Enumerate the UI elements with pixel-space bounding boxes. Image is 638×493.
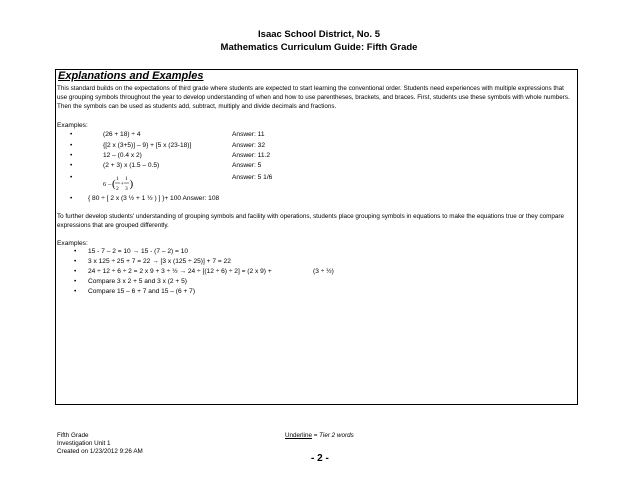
bullet: • — [70, 131, 73, 138]
legend-equals: = — [311, 432, 320, 439]
example-item: Compare 15 – 6 + 7 and 15 – (6 + 7) — [88, 288, 196, 295]
bullet: • — [70, 162, 73, 169]
example-expression: 12 – (0.4 x 2) — [103, 152, 142, 159]
bullet: • — [74, 248, 77, 255]
section-title: Explanations and Examples — [58, 70, 204, 82]
example-expression: {[2 x (3+5)] – 9} + [5 x (23-18)] — [103, 142, 192, 149]
svg-text:): ) — [129, 178, 133, 190]
bullet: • — [70, 152, 73, 159]
example-answer: Answer: 5 1/6 — [232, 174, 273, 181]
underline-word: Underline — [285, 432, 312, 439]
footer-grade: Fifth Grade — [57, 432, 89, 439]
fraction-numerator-1: 1 — [116, 176, 119, 182]
bullet: • — [74, 268, 77, 275]
bullet: • — [70, 174, 73, 181]
page-number: - 2 - — [311, 453, 329, 464]
bullet: • — [74, 288, 77, 295]
example-item: 15 - 7 – 2 = 10 → 15 - (7 – 2) = 10 — [88, 248, 189, 255]
bullet: • — [70, 142, 73, 149]
content-box — [55, 69, 578, 405]
example-expression: (2 + 3) x (1.5 – 0.5) — [103, 162, 160, 169]
examples-label-2: Examples: — [57, 240, 88, 247]
example-answer: Answer: 5 — [232, 162, 262, 169]
svg-text:–: – — [108, 181, 112, 188]
svg-text:+: + — [120, 181, 124, 188]
district-title: Isaac School District, No. 5 — [258, 29, 380, 40]
fraction-expression — [103, 173, 133, 193]
paragraph-2: To further develop students' understanding of grouping symbols and facility with operations, students place grouping symbols in equations to make the equations true or they compare expressions that are grouped differently. — [57, 213, 565, 229]
example-item: 24 ÷ 12 ÷ 6 ÷ 2 = 2 x 9 + 3 ÷ ½ → 24 ÷ [(12 ÷ 6) ÷ 2] = (2 x 9) + — [88, 268, 272, 275]
tier-words: Tier 2 words — [319, 432, 354, 439]
svg-text:(: ( — [112, 178, 116, 190]
fraction-denominator-1: 2 — [116, 186, 119, 192]
examples-label-1: Examples: — [57, 122, 88, 129]
guide-title: Mathematics Curriculum Guide: Fifth Grade — [220, 42, 418, 53]
bullet: • — [70, 195, 73, 202]
example-item-tail: (3 ÷ ½) — [313, 268, 334, 275]
example-expression: { 80 ÷ [ 2 x (3 ½ + 1 ½ ) ] }+ 100 Answer: 108 — [88, 195, 220, 202]
fraction-numerator-2: 1 — [125, 176, 128, 182]
fraction-denominator-2: 3 — [125, 186, 128, 192]
tier-legend — [285, 432, 354, 439]
intro-paragraph: This standard builds on the expectations of third grade where students are expected to start learning the conventional order. Students need experiences with multiple expressions that use grouping symbols throughout the year to develop understanding of when and how to use parentheses, brackets, and braces. First, students use these symbols with whole numbers. Then the symbols can be used as students add, subtract, multiply and divide decimals and fractions. — [57, 85, 570, 110]
example-answer: Answer: 11 — [232, 131, 265, 138]
example-answer: Answer: 11.2 — [232, 152, 270, 159]
example-item: Compare 3 x 2 + 5 and 3 x (2 + 5) — [88, 278, 187, 285]
example-answer: Answer: 32 — [232, 142, 265, 149]
bullet: • — [74, 278, 77, 285]
footer-created: Created on 1/23/2012 9:26 AM — [57, 448, 143, 455]
footer-unit: Investigation Unit 1 — [57, 440, 111, 447]
example-item: 3 x 125 ÷ 25 + 7 = 22 → [3 x (125 ÷ 25)] + 7 = 22 — [88, 258, 231, 265]
fraction-whole: 6 — [103, 181, 107, 188]
example-expression: (26 + 18) ÷ 4 — [103, 131, 141, 138]
bullet: • — [74, 258, 77, 265]
